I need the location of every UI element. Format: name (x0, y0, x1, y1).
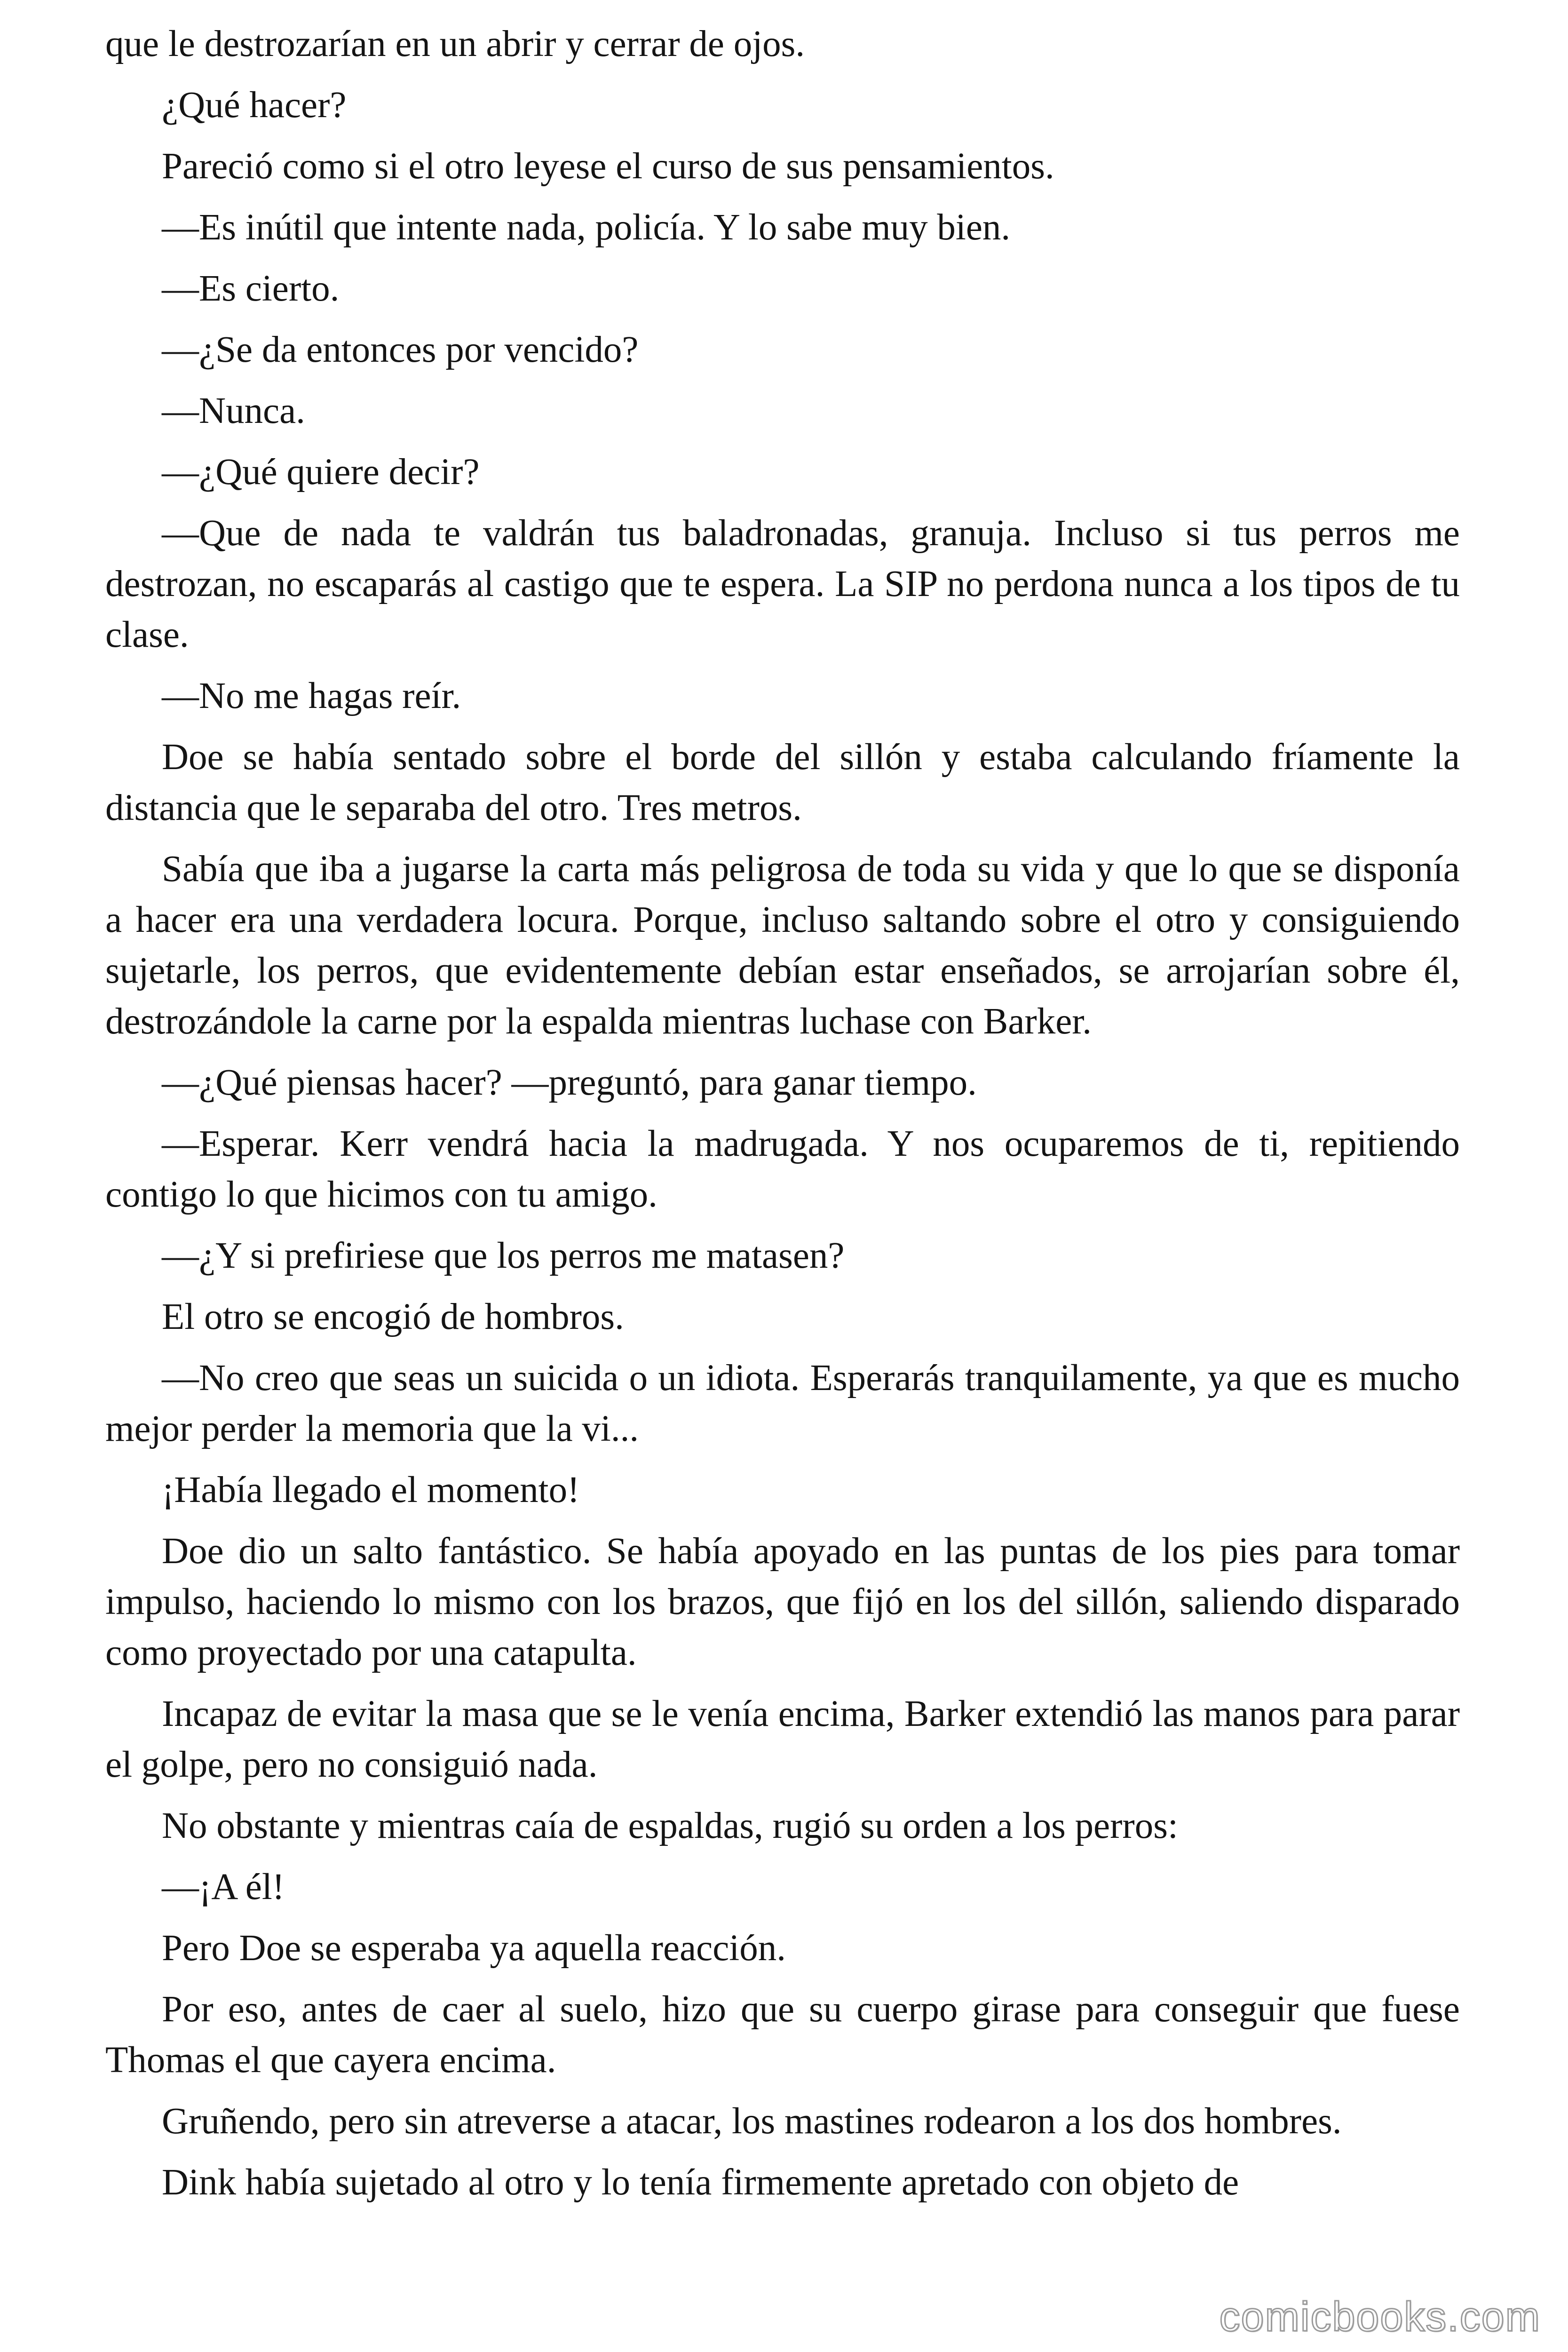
dialogue-line: —Es inútil que intente nada, policía. Y lo sabe muy bien. (162, 207, 1011, 248)
dialogue-line: —¿Qué piensas hacer? —preguntó, para ganar tiempo. (162, 1062, 977, 1103)
dialogue-line: —Que de nada te valdrán tus baladronadas, granuja. Incluso si tus perros me destrozan, no escaparás al castigo que te espera. La SIP no perdona nunca a los tipos de tu clase. (105, 513, 1460, 655)
site-watermark: comicbooks.com (1219, 2293, 1541, 2340)
dialogue-line: —Esperar. Kerr vendrá hacia la madrugada. Y nos ocuparemos de ti, repitiendo contigo lo que hicimos con tu amigo. (105, 1123, 1460, 1215)
paragraph: ¿Qué hacer? (162, 85, 347, 126)
paragraph: Dink había sujetado al otro y lo tenía firmemente apretado con objeto de (162, 2162, 1239, 2203)
paragraph: ¡Había llegado el momento! (162, 1470, 580, 1510)
dialogue-line: —Nunca. (162, 390, 305, 431)
paragraph: Sabía que iba a jugarse la carta más peligrosa de toda su vida y que lo que se disponía a hacer era una verdadera locura. Porque, incluso saltando sobre el otro y consiguiendo sujetarle, los perros, que evidentemente debían estar enseñados, se arrojarían sobre él, destrozándole la carne por la espalda mientras luchase con Barker. (105, 849, 1460, 1042)
dialogue-line: —¿Qué quiere decir? (162, 452, 480, 493)
dialogue-line: —¡A él! (162, 1867, 285, 1907)
paragraph: No obstante y mientras caía de espaldas, rugió su orden a los perros: (162, 1805, 1178, 1846)
paragraph-continuation: que le destrozarían en un abrir y cerrar de ojos. (105, 24, 805, 64)
paragraph: Incapaz de evitar la masa que se le venía encima, Barker extendió las manos para parar el golpe, pero no consiguió nada. (105, 1693, 1460, 1785)
paragraph: Por eso, antes de caer al suelo, hizo que su cuerpo girase para conseguir que fuese Thomas el que cayera encima. (105, 1989, 1460, 2081)
paragraph: El otro se encogió de hombros. (162, 1296, 624, 1337)
paragraph: Doe se había sentado sobre el borde del sillón y estaba calculando fríamente la distancia que le separaba del otro. Tres metros. (105, 737, 1460, 828)
paragraph: Pero Doe se esperaba ya aquella reacción. (162, 1928, 786, 1969)
dialogue-line: —¿Y si prefiriese que los perros me matasen? (162, 1235, 845, 1276)
dialogue-line: —Es cierto. (162, 268, 340, 309)
paragraph: Pareció como si el otro leyese el curso de sus pensamientos. (162, 146, 1054, 187)
paragraph: Doe dio un salto fantástico. Se había apoyado en las puntas de los pies para tomar impulso, haciendo lo mismo con los brazos, que fijó en los del sillón, saliendo disparado como proyectado por una catapulta. (105, 1531, 1460, 1673)
dialogue-line: —No creo que seas un suicida o un idiota. Esperarás tranquilamente, ya que es mucho mejor perder la memoria que la vi... (105, 1358, 1460, 1449)
dialogue-line: —¿Se da entonces por vencido? (162, 329, 639, 370)
paragraph: Gruñendo, pero sin atreverse a atacar, los mastines rodearon a los dos hombres. (162, 2101, 1342, 2142)
dialogue-line: —No me hagas reír. (162, 675, 461, 716)
book-page (105, 19, 1460, 2218)
